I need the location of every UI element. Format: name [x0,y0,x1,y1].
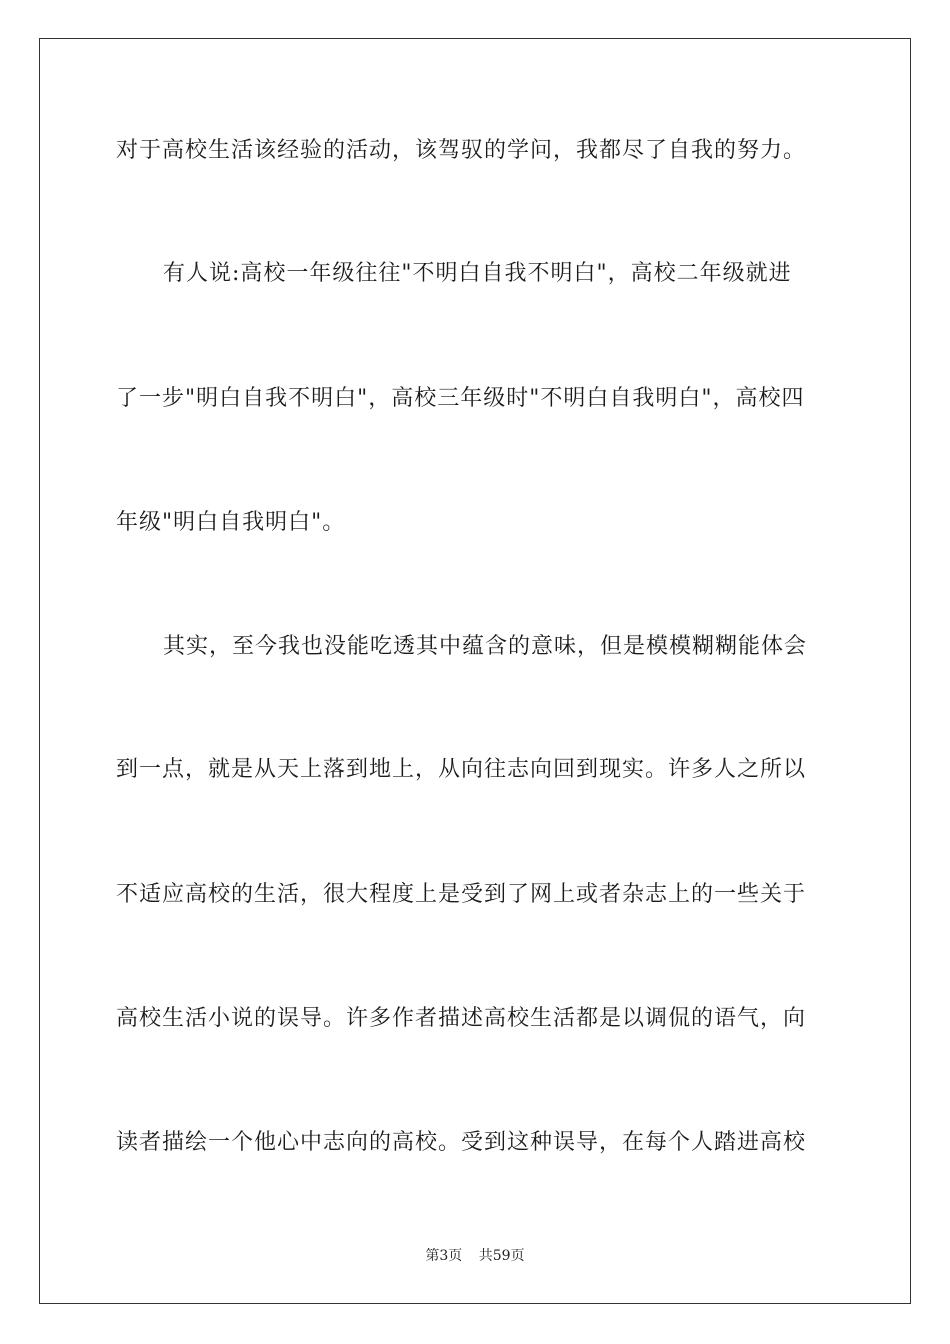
text-line: 年级"明白自我明白"。 [116,510,346,535]
text-line: 不适应高校的生活，很大程度上是受到了网上或者杂志上的一些关于 [116,882,807,907]
text-line: 了一步"明白自我不明白"，高校三年级时"不明白自我明白"，高校四 [116,386,805,411]
page-frame [39,38,911,1304]
text-line: 对于高校生活该经验的活动，该驾驭的学问，我都尽了自我的努力。 [116,138,807,163]
page-total: 共59页 [478,1248,525,1264]
text-line: 有人说:高校一年级往往"不明白自我不明白"，高校二年级就进 [163,261,792,286]
text-line: 读者描绘一个他心中志向的高校。受到这种误导，在每个人踏进高校 [116,1130,807,1155]
page-number: 第3页 [425,1248,463,1264]
page-footer [0,1246,950,1266]
text-line: 高校生活小说的误导。许多作者描述高校生活都是以调侃的语气，向 [116,1006,807,1031]
text-line: 到一点，就是从天上落到地上，从向往志向回到现实。许多人之所以 [116,757,807,782]
text-line: 其实，至今我也没能吃透其中蕴含的意味，但是模模糊糊能体会 [163,634,808,659]
